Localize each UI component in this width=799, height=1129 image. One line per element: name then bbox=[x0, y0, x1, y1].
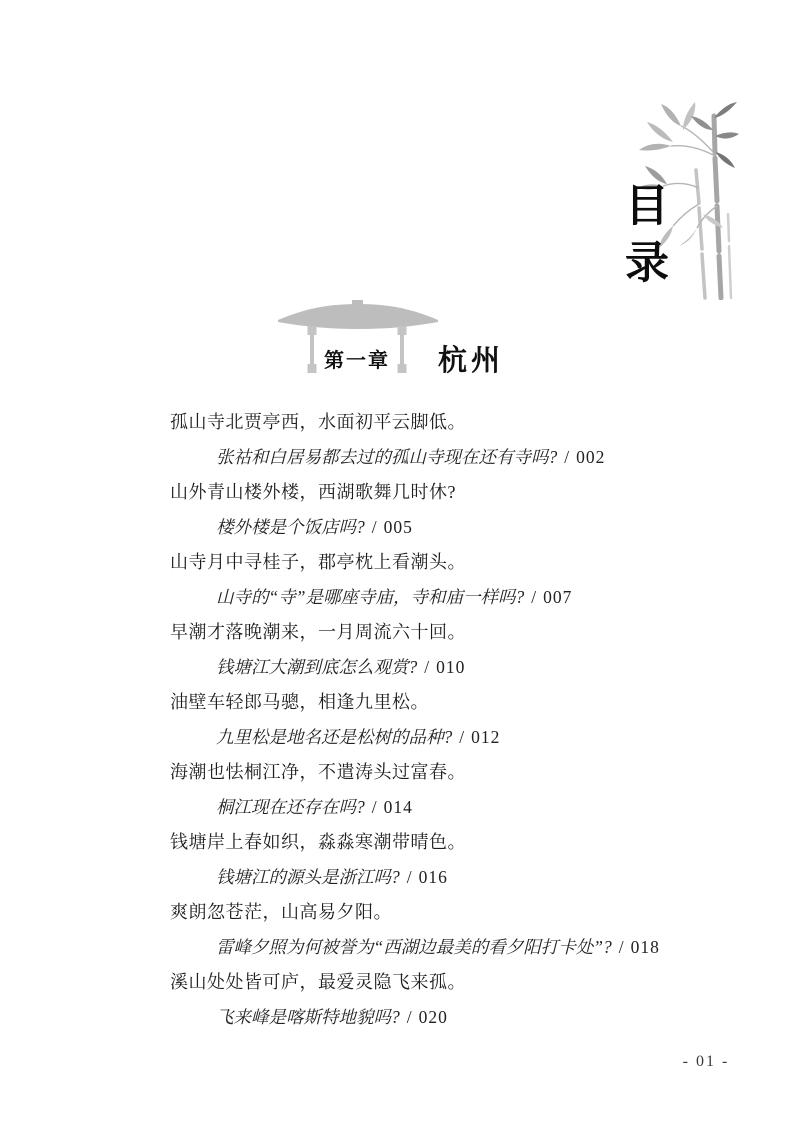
toc-poem-line: 山寺月中寻桂子，郡亭枕上看潮头。 bbox=[170, 552, 466, 572]
chapter-title: 杭州 bbox=[438, 345, 505, 377]
toc-poem-line: 钱塘岸上春如织，淼淼寒潮带晴色。 bbox=[170, 832, 466, 852]
toc-page-number: 007 bbox=[543, 587, 573, 607]
toc-question-line bbox=[170, 440, 730, 475]
toc-question-text: 山寺的“寺”是哪座寺庙，寺和庙一样吗? bbox=[216, 587, 525, 607]
toc-page-number: 005 bbox=[383, 517, 413, 537]
toc-question-line bbox=[170, 580, 730, 615]
toc-separator: / bbox=[459, 727, 465, 747]
toc-question-text: 张祜和白居易都去过的孤山寺现在还有寺吗? bbox=[216, 447, 558, 467]
toc-question-line bbox=[170, 860, 730, 895]
chapter-number-label: 第一章 bbox=[324, 350, 390, 372]
toc-poem-line: 爽朗忽苍茫，山高易夕阳。 bbox=[170, 902, 392, 922]
toc-poem-line: 早潮才落晚潮来，一月周流六十回。 bbox=[170, 622, 466, 642]
toc-question-line bbox=[170, 720, 730, 755]
toc-separator: / bbox=[531, 587, 537, 607]
toc-question-text: 钱塘江大潮到底怎么观赏? bbox=[216, 657, 418, 677]
toc-separator: / bbox=[371, 517, 377, 537]
toc-question-line bbox=[170, 790, 730, 825]
toc-question-text: 桐江现在还存在吗? bbox=[216, 797, 365, 817]
toc-page-number: 014 bbox=[383, 797, 413, 817]
toc-separator: / bbox=[406, 867, 412, 887]
footer-page-number: - 01 - bbox=[682, 1053, 730, 1070]
toc-separator: / bbox=[424, 657, 430, 677]
toc-separator: / bbox=[618, 937, 624, 957]
toc-poem-line: 山外青山楼外楼，西湖歌舞几时休? bbox=[170, 482, 456, 502]
toc-poem-line: 海潮也怯桐江净，不遣涛头过富春。 bbox=[170, 762, 466, 782]
toc-poem-line: 油壁车轻郎马骢，相逢九里松。 bbox=[170, 692, 429, 712]
toc-page-number: 018 bbox=[630, 937, 660, 957]
toc-page-number: 010 bbox=[436, 657, 466, 677]
toc-separator: / bbox=[371, 797, 377, 817]
toc-question-line bbox=[170, 930, 730, 965]
toc-poem-line: 溪山处处皆可庐，最爱灵隐飞来孤。 bbox=[170, 972, 466, 992]
toc-page-number: 016 bbox=[418, 867, 448, 887]
toc-page-number: 012 bbox=[471, 727, 501, 747]
toc-entries bbox=[170, 405, 730, 1035]
chapter-header bbox=[278, 300, 528, 380]
toc-question-line bbox=[170, 510, 730, 545]
toc-question-text: 钱塘江的源头是浙江吗? bbox=[216, 867, 400, 887]
toc-question-text: 飞来峰是喀斯特地貌吗? bbox=[216, 1007, 400, 1027]
toc-question-line bbox=[170, 650, 730, 685]
toc-question-text: 楼外楼是个饭店吗? bbox=[216, 517, 365, 537]
toc-separator: / bbox=[564, 447, 570, 467]
toc-page-number: 002 bbox=[576, 447, 606, 467]
toc-question-text: 雷峰夕照为何被誉为“西湖边最美的看夕阳打卡处”? bbox=[216, 937, 612, 957]
page-title: 目录 bbox=[618, 182, 667, 296]
toc-separator: / bbox=[406, 1007, 412, 1027]
toc-question-text: 九里松是地名还是松树的品种? bbox=[216, 727, 453, 747]
toc-question-line bbox=[170, 1000, 730, 1035]
toc-page-number: 020 bbox=[418, 1007, 448, 1027]
toc-poem-line: 孤山寺北贾亭西，水面初平云脚低。 bbox=[170, 412, 466, 432]
